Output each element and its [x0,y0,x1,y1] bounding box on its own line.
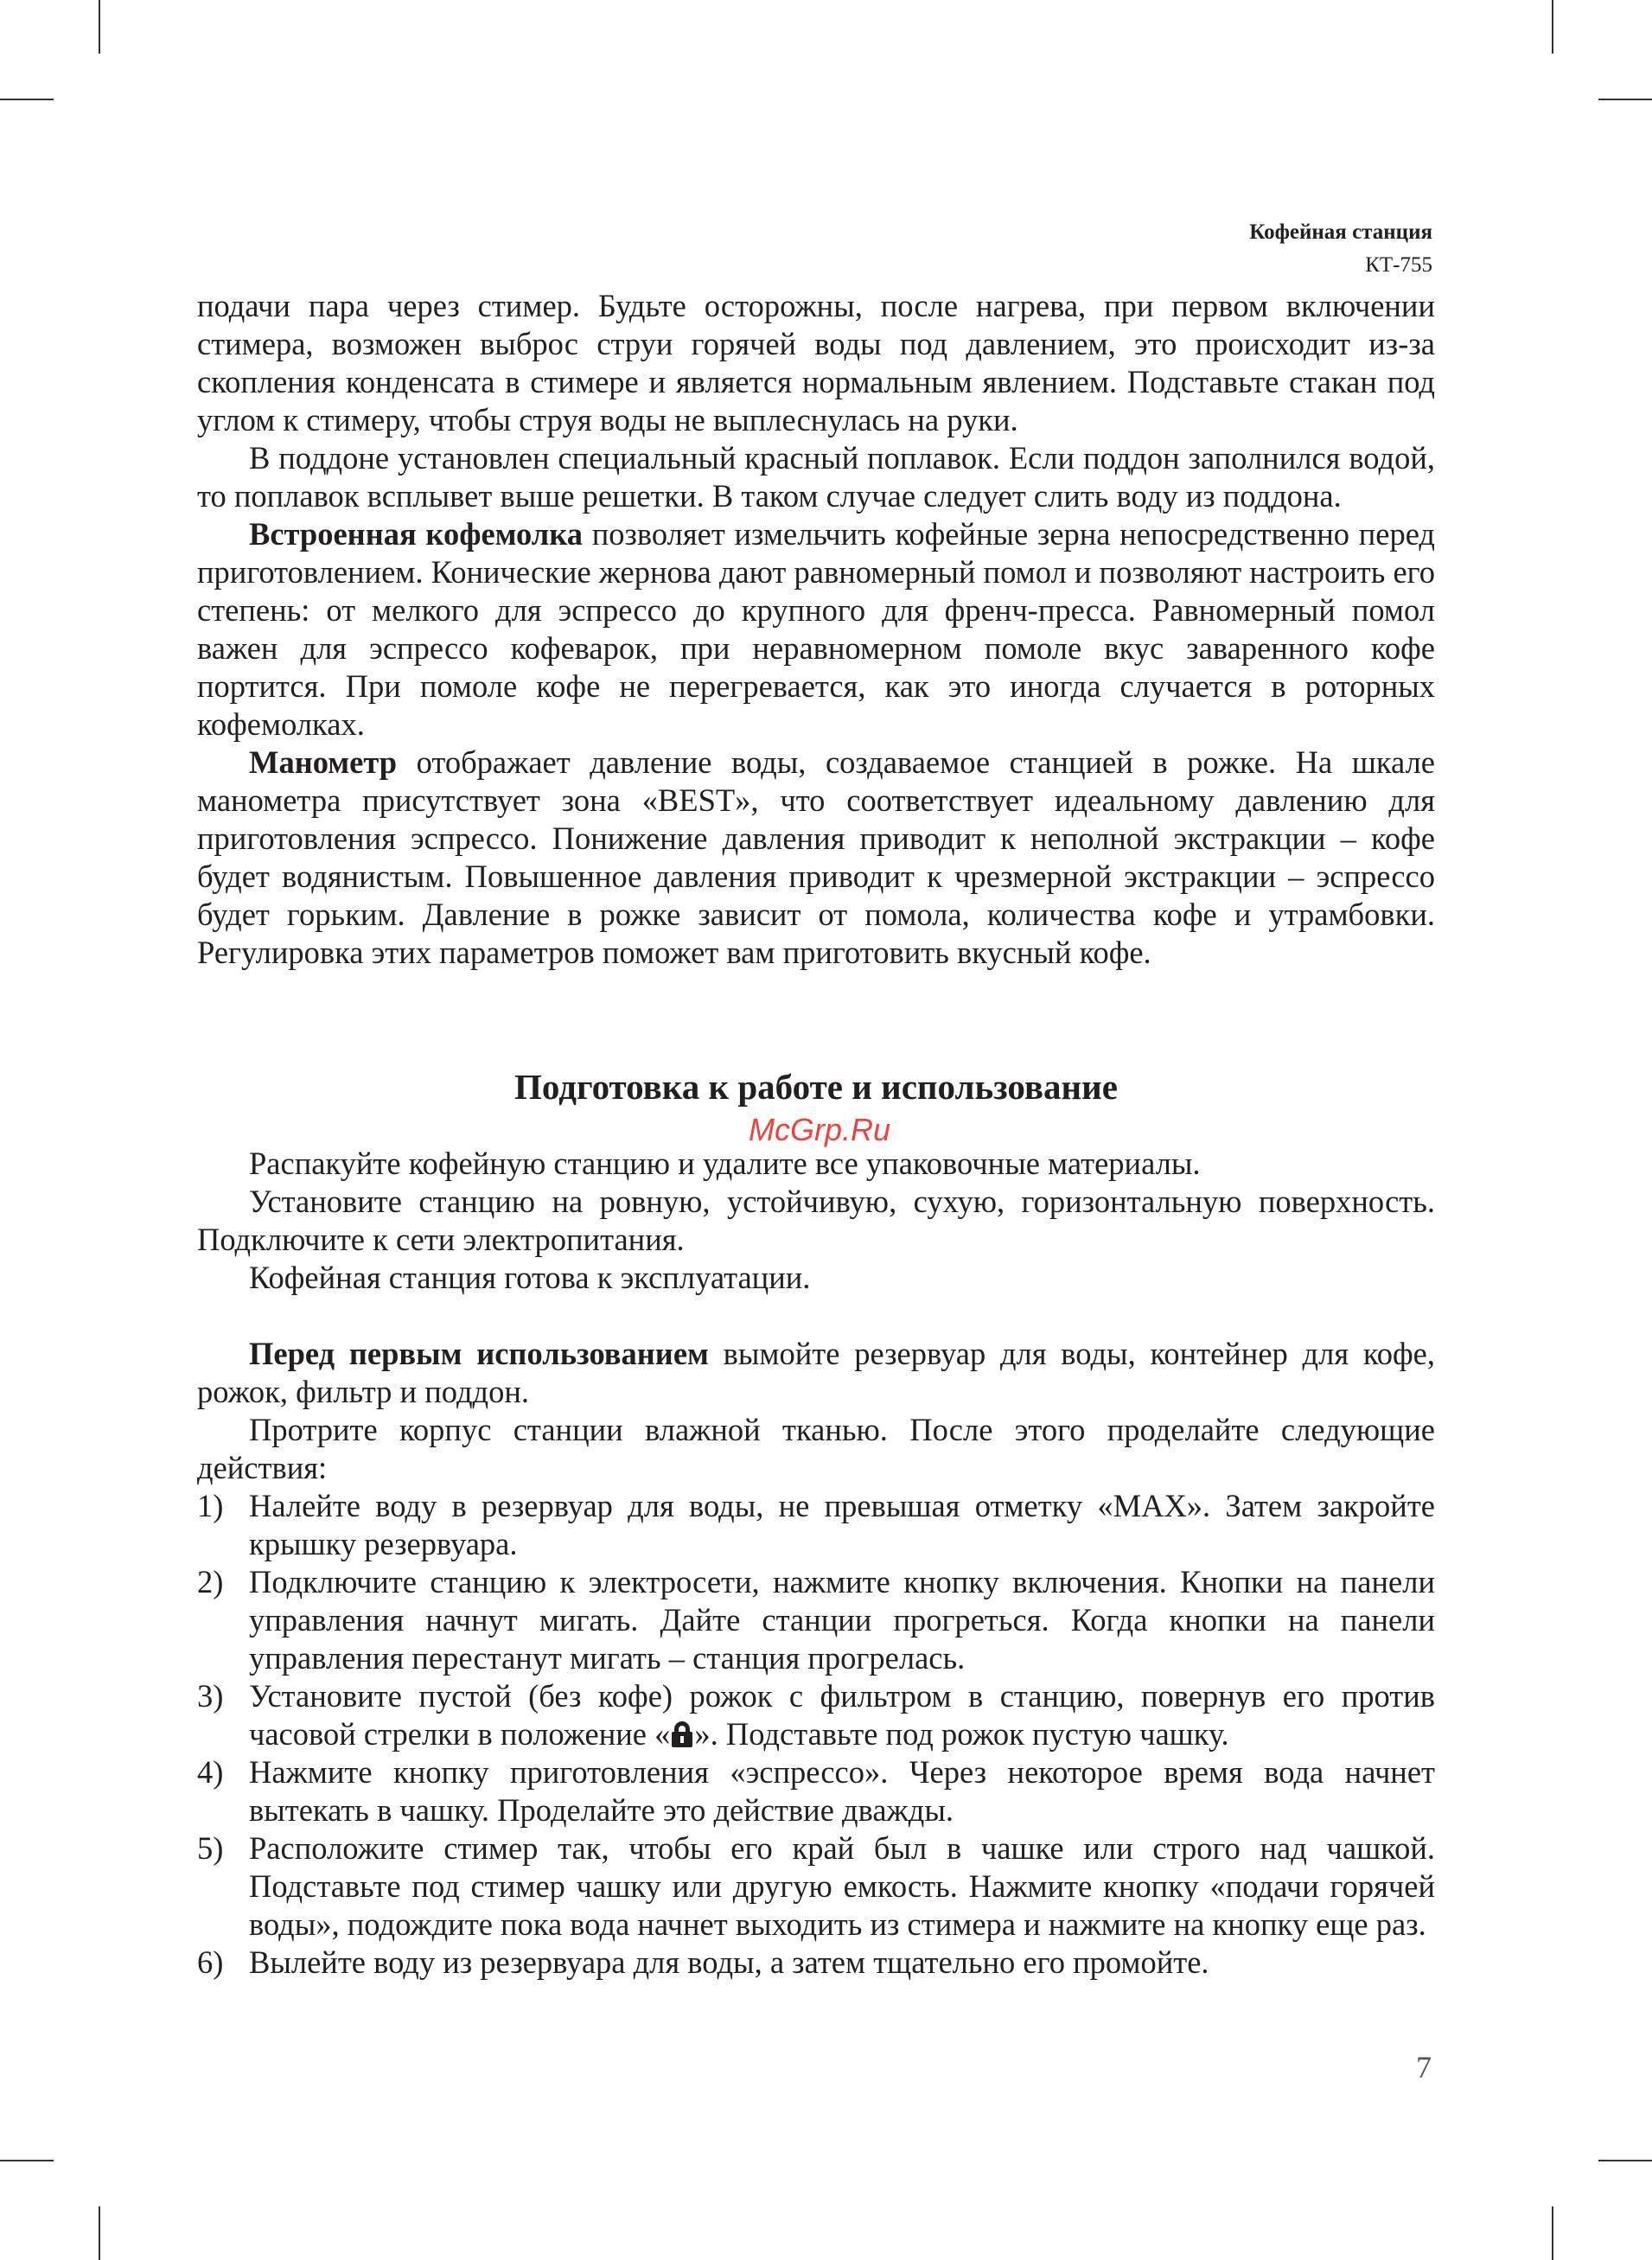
paragraph-install: Установите станцию на ровную, устойчивую, сухую, горизонтальную поверхность. Подключите к сети электропитания. [197,1184,1435,1257]
step-text-before: Установите пустой (без кофе) рожок с фильтром в станцию, повернув его против часовой стрелки в положение « [249,1678,1435,1752]
crop-mark [99,0,100,54]
paragraph-first-use [197,1335,1435,1411]
lock-icon [672,1721,692,1747]
step-text: Нажмите кнопку приготовления «эспрессо». Через некоторое время вода начнет вытекать в чашку. Проделайте это действие дважды. [249,1754,1435,1828]
paragraph-gauge [197,744,1435,972]
header-product: Кофейная станция [1249,220,1432,244]
step-text: Вылейте воду из резервуара для воды, а затем тщательно его промойте. [249,1944,1209,1980]
running-header [1249,216,1432,282]
steps-list [197,1487,1435,1982]
list-item [197,1753,1435,1829]
step-number: 2) [197,1564,224,1599]
paragraph-steamer: подачи пара через стимер. Будьте осторожны, после нагрева, при первом включении стимера, возможен выброс струи горячей воды под давлением, это происходит из-за скопления конденсата в стимере и является нормальным явлением. Подставьте стакан под углом к стимеру, чтобы струя воды не выплеснулась на руки. [197,288,1435,437]
step-text: Расположите стимер так, чтобы его край был в чашке или строго над чашкой. Подставьте под стимер чашку или другую емкость. Нажмите кнопку «подачи горячей воды», подождите пока вода начнет выходить из стимера и нажмите на кнопку еще раз. [249,1830,1435,1942]
paragraph-ready: Кофейная станция готова к эксплуатации. [249,1260,811,1295]
paragraph-unpack: Распакуйте кофейную станцию и удалите все упаковочные материалы. [249,1146,1201,1181]
list-item [197,1563,1435,1677]
step-text-after: ». Подставьте под рожок пустую чашку. [694,1716,1229,1752]
paragraph-wipe: Протрите корпус станции влажной тканью. После этого проделайте следующие действия: [197,1412,1435,1485]
header-model: КТ-755 [1365,253,1432,277]
list-item [197,1677,1435,1753]
section-title: Подготовка к работе и использование [514,1067,1118,1107]
list-item [197,1829,1435,1944]
step-number: 5) [197,1830,224,1866]
watermark: McGrp.Ru [749,1112,891,1147]
step-number: 6) [197,1944,224,1980]
crop-mark [0,99,54,100]
paragraph-grinder [197,515,1435,744]
grinder-text: позволяет измельчить кофейные зерна непосредственно перед приготовлением. Конические жернова дают равномерный помол и позволяют настроить его степень: от мелкого для эспрессо до крупного для френч-пресса. Равномерный помол важен для эспрессо кофеварок, при неравномерном помоле вкус заваренного кофе портится. При помоле кофе не перегревается, как это иногда случается в роторных кофемолках. [197,516,1435,742]
step-text: Подключите станцию к электросети, нажмите кнопку включения. Кнопки на панели управления начнут мигать. Дайте станции прогреться. Когда кнопки на панели управления перестанут мигать – станция прогрелась. [249,1564,1435,1676]
step-number: 1) [197,1488,224,1523]
step-number: 4) [197,1754,224,1790]
paragraph-drip-tray: В поддоне установлен специальный красный поплавок. Если поддон заполнился водой, то поплавок всплывет выше решетки. В таком случае следует слить воду из поддона. [197,440,1435,514]
step-text: Налейте воду в резервуар для воды, не превышая отметку «MAX». Затем закройте крышку резервуара. [249,1488,1435,1561]
gauge-text: отображает давление воды, создаваемое станцией в рожке. На шкале манометра присутствует зона «BEST», что соответствует идеальному давлению для приготовления эспрессо. Понижение давления приводит к неполной экстракции – кофе будет водянистым. Повышенное давления приводит к чрезмерной экстракции – эспрессо будет горьким. Давление в рожке зависит от помола, количества кофе и утрамбовки. Регулировка этих параметров поможет вам приготовить вкусный кофе. [197,744,1435,970]
list-item [197,1944,1435,1982]
crop-mark [1598,99,1652,100]
page-number: 7 [1416,2050,1432,2084]
term-first-use: Перед первым использованием [249,1336,709,1371]
first-use-text: вымойте резервуар для воды, контейнер для кофе, рожок, фильтр и поддон. [197,1336,1435,1409]
term-grinder: Встроенная кофемолка [249,516,584,552]
list-item [197,1487,1435,1563]
term-gauge: Манометр [249,744,398,780]
spacer [197,1297,1435,1335]
crop-mark [1552,0,1553,54]
crop-mark [99,2206,100,2260]
crop-mark [1598,2160,1652,2161]
crop-mark [1552,2206,1553,2260]
step-number: 3) [197,1678,224,1714]
crop-mark [0,2160,54,2161]
